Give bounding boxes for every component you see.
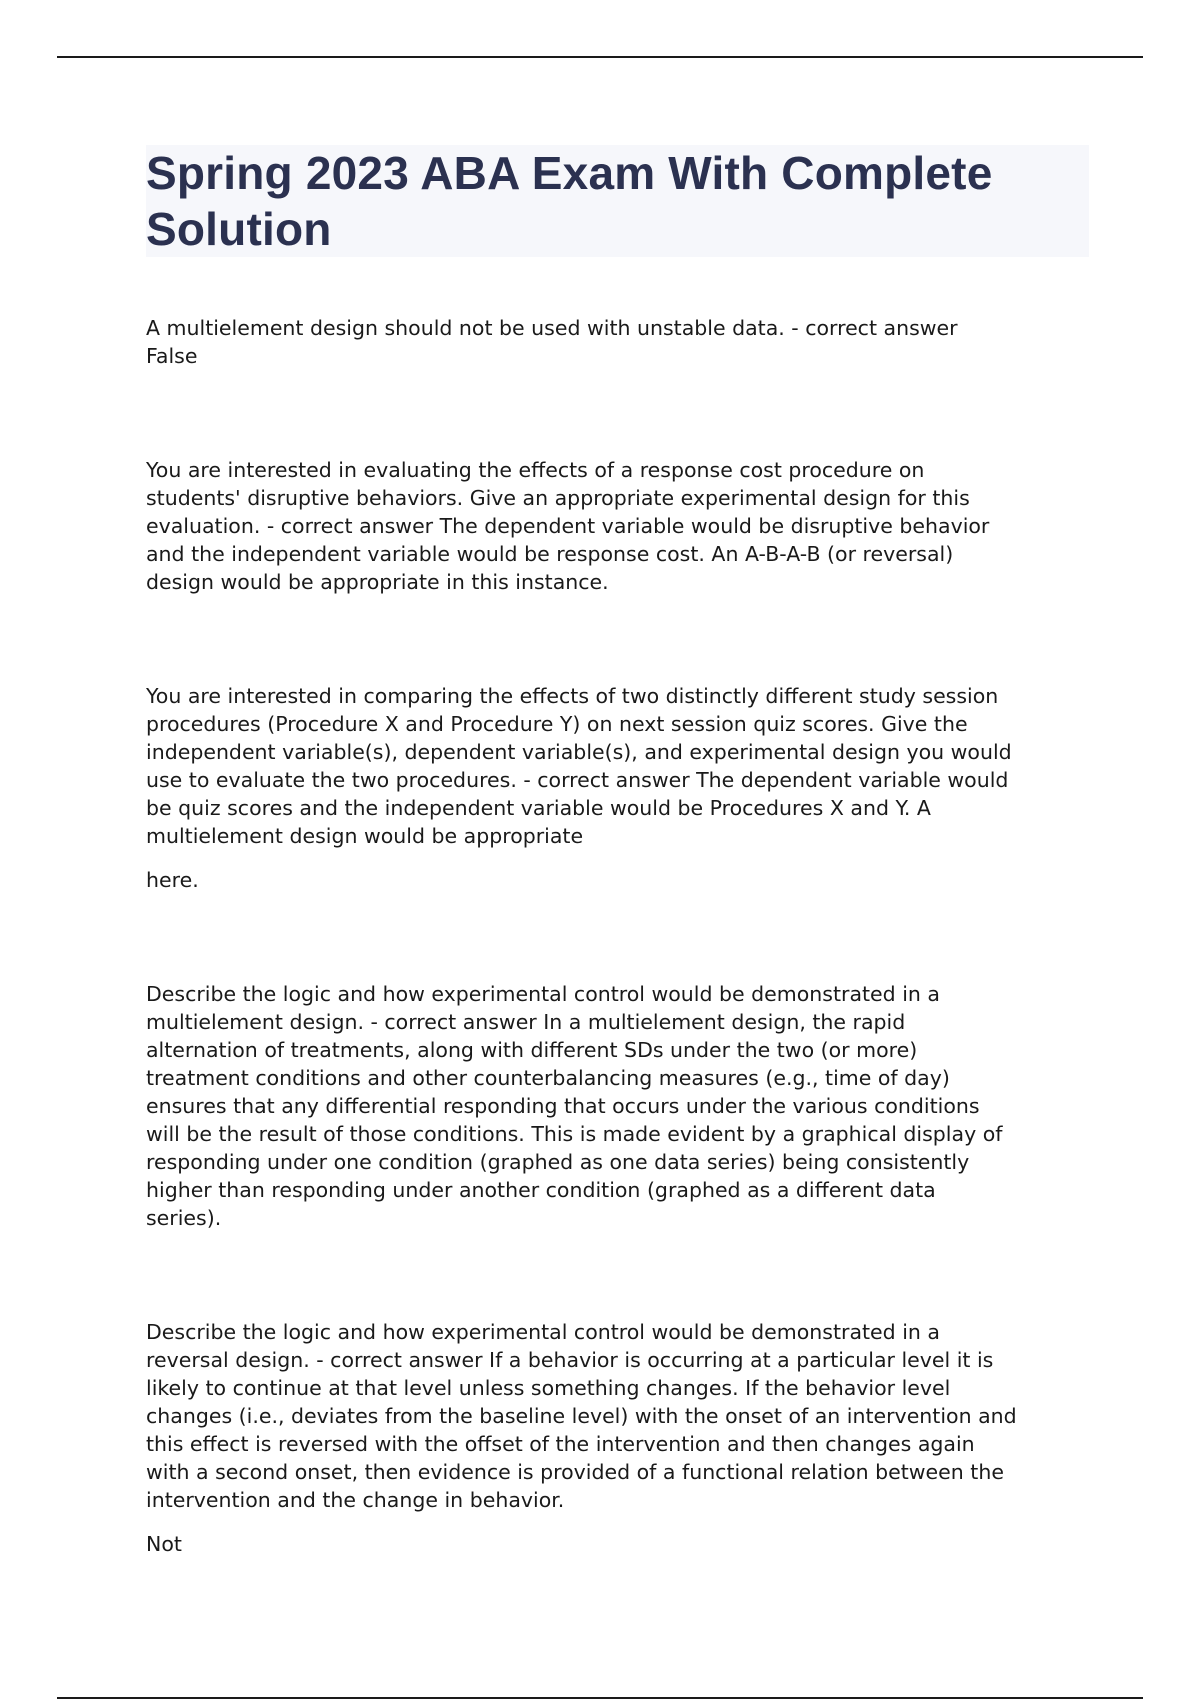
qa-entry-2: You are interested in evaluating the effects of a response cost procedure on students' disruptive behaviors. Give an appropriate experimental design for this evaluation. - correct answer The dependent variable would be disruptive behavior and the independent variable would be response cost. An A-B-A-B (or reversal) design would be appropriate in this instance. [146,458,990,594]
qa-entry-3: You are interested in comparing the effects of two distinctly different study session procedures (Procedure X and Procedure Y) on next session quiz scores. Give the independent variable(s), dependent variable(s), and experimental design you would use to evaluate the two procedures. - correct answer The dependent variable would be quiz scores and the independent variable would be Procedures X and Y. A multielement design would be appropriate [146,684,1012,848]
title-banner [146,145,1089,257]
qa-entry-1: A multielement design should not be used with unstable data. - correct answer False [146,316,958,368]
qa-entry-4: Describe the logic and how experimental control would be demonstrated in a multielement design. - correct answer In a multielement design, the rapid alternation of treatments, along with different SDs under the two (or more) treatment conditions and other counterbalancing measures (e.g., time of day) ensures that any differential responding that occurs under the various conditions will be the result of those conditions. This is made evident by a graphical display of responding under one condition (graphed as one data series) being consistently higher than responding under another condition (graphed as a different data series). [146,982,1003,1230]
qa-entry-3-continuation: here. [146,868,199,892]
bottom-rule [57,1697,1143,1699]
top-rule [57,56,1143,58]
document-body [146,314,1096,1558]
qa-entry-5: Describe the logic and how experimental control would be demonstrated in a reversal design. - correct answer If a behavior is occurring at a particular level it is likely to continue at that level unless something changes. If the behavior level changes (i.e., deviates from the baseline level) with the onset of an intervention and this effect is reversed with the offset of the intervention and then changes again with a second onset, then evidence is provided of a functional relation between the intervention and the change in behavior. [146,1320,1017,1512]
page-title: Spring 2023 ABA Exam With Complete Solution [146,147,993,255]
qa-entry-5-continuation: Not [146,1532,182,1556]
